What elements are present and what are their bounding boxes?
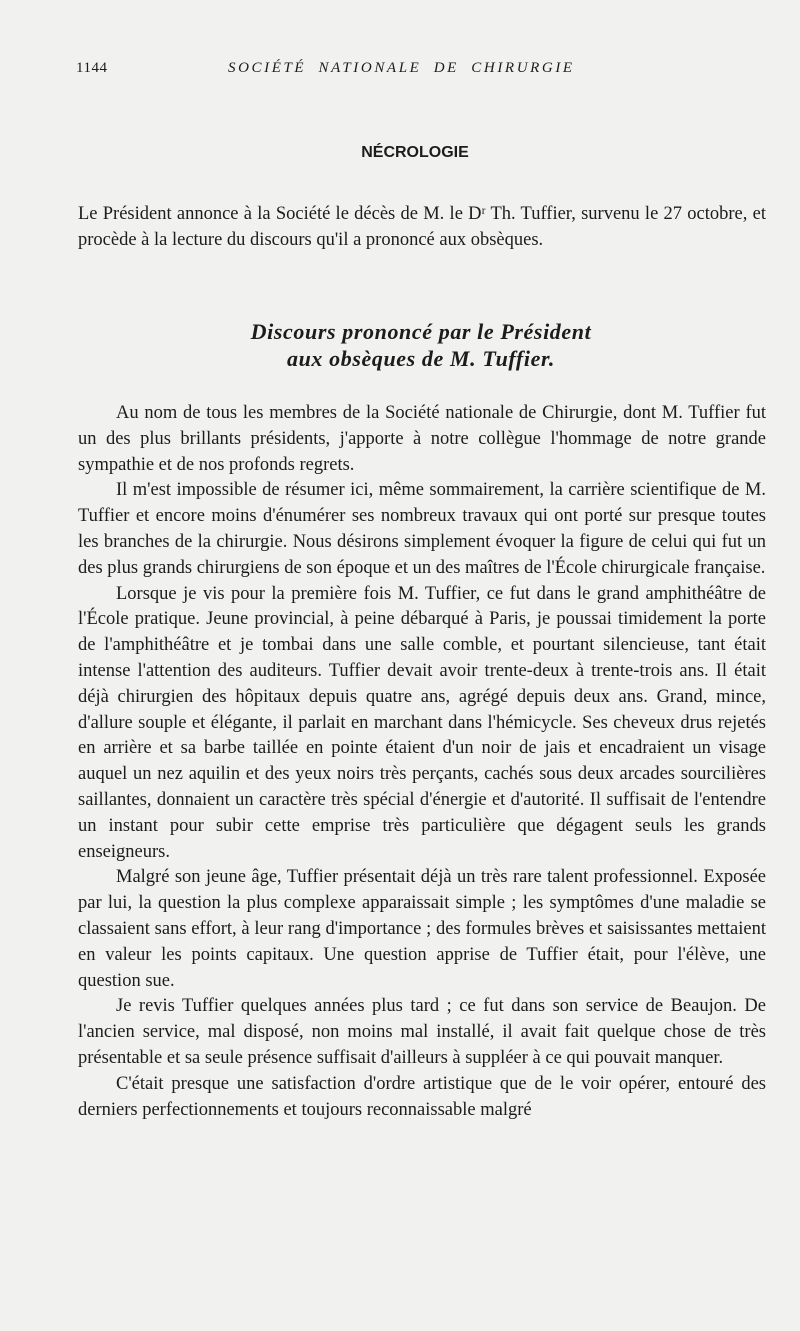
- discourse-title: [0, 318, 800, 372]
- body-paragraph-2: Il m'est impossible de résumer ici, même sommairement, la carrière scientifique de M. Tuffier et encore moins d'énumérer ses nombreux travaux qui ont porté sur presque toutes les branches de la chirurgie. Nous désirons simplement évoquer la figure de celui qui fut un des plus grands chirurgiens de son époque et un des maîtres de l'École chirurgicale française.: [78, 480, 766, 578]
- body-paragraph-1: Au nom de tous les membres de la Société nationale de Chirurgie, dont M. Tuffier fut un des plus brillants présidents, j'apporte à notre collègue l'hommage de notre grande sympathie et de nos profonds regrets.: [78, 403, 766, 475]
- body-paragraph-6: C'était presque une satisfaction d'ordre artistique que de le voir opérer, entouré des derniers perfectionnements et toujours reconnaissable malgré: [78, 1073, 766, 1120]
- journal-title: SOCIÉTÉ NATIONALE DE CHIRURGIE: [228, 60, 575, 76]
- running-header: [76, 60, 766, 80]
- page-number: 1144: [76, 60, 108, 76]
- body-paragraph-5: Je revis Tuffier quelques années plus tard ; ce fut dans son service de Beaujon. De l'ancien service, mal disposé, non moins mal installé, il avait fait quelque chose de très présentable et sa seule présence suffisait d'ailleurs à suppléer à ce qui pouvait manquer.: [78, 996, 766, 1068]
- section-heading: NÉCROLOGIE: [361, 144, 469, 161]
- body-paragraph-3: Lorsque je vis pour la première fois M. Tuffier, ce fut dans le grand amphithéâtre de l'École pratique. Jeune provincial, à peine débarqué à Paris, je poussai timidement la porte de l'amphithéâtre et je tombai dans une salle comble, et pourtant silencieuse, tant était intense l'attention des auditeurs. Tuffier devait avoir trente-deux à trente-trois ans. Il était déjà chirurgien des hôpitaux depuis quatre ans, agrégé depuis deux ans. Grand, mince, d'allure souple et élégante, il parlait en marchant dans l'hémicycle. Ses cheveux drus rejetés en arrière et sa barbe taillée en pointe étaient d'un noir de jais et encadraient un visage auquel un nez aquilin et des yeux noirs très perçants, cachés sous deux arcades sourcilières saillantes, donnaient un caractère très spécial d'énergie et d'autorité. Il suffisait de l'entendre un instant pour subir cette emprise très particulière que dégagent seuls les grands enseigneurs.: [78, 583, 766, 862]
- discourse-title-line-1: Discours prononcé par le Président: [250, 319, 592, 344]
- body-paragraph-4: Malgré son jeune âge, Tuffier présentait déjà un très rare talent professionnel. Exposée par lui, la question la plus complexe apparaissait simple ; les symptômes d'une maladie se classaient sans effort, à leur rang d'importance ; des formules brèves et saisissantes mettaient en valeur les points capitaux. Une question apprise de Tuffier était, pour l'élève, une question sue.: [78, 867, 766, 991]
- discourse-body: [78, 401, 766, 1123]
- intro-paragraph: Le Président annonce à la Société le décès de M. le Dʳ Th. Tuffier, survenu le 27 octobre, et procède à la lecture du discours qu'il a prononcé aux obsèques.: [78, 204, 766, 250]
- discourse-title-line-2: aux obsèques de M. Tuffier.: [287, 346, 555, 371]
